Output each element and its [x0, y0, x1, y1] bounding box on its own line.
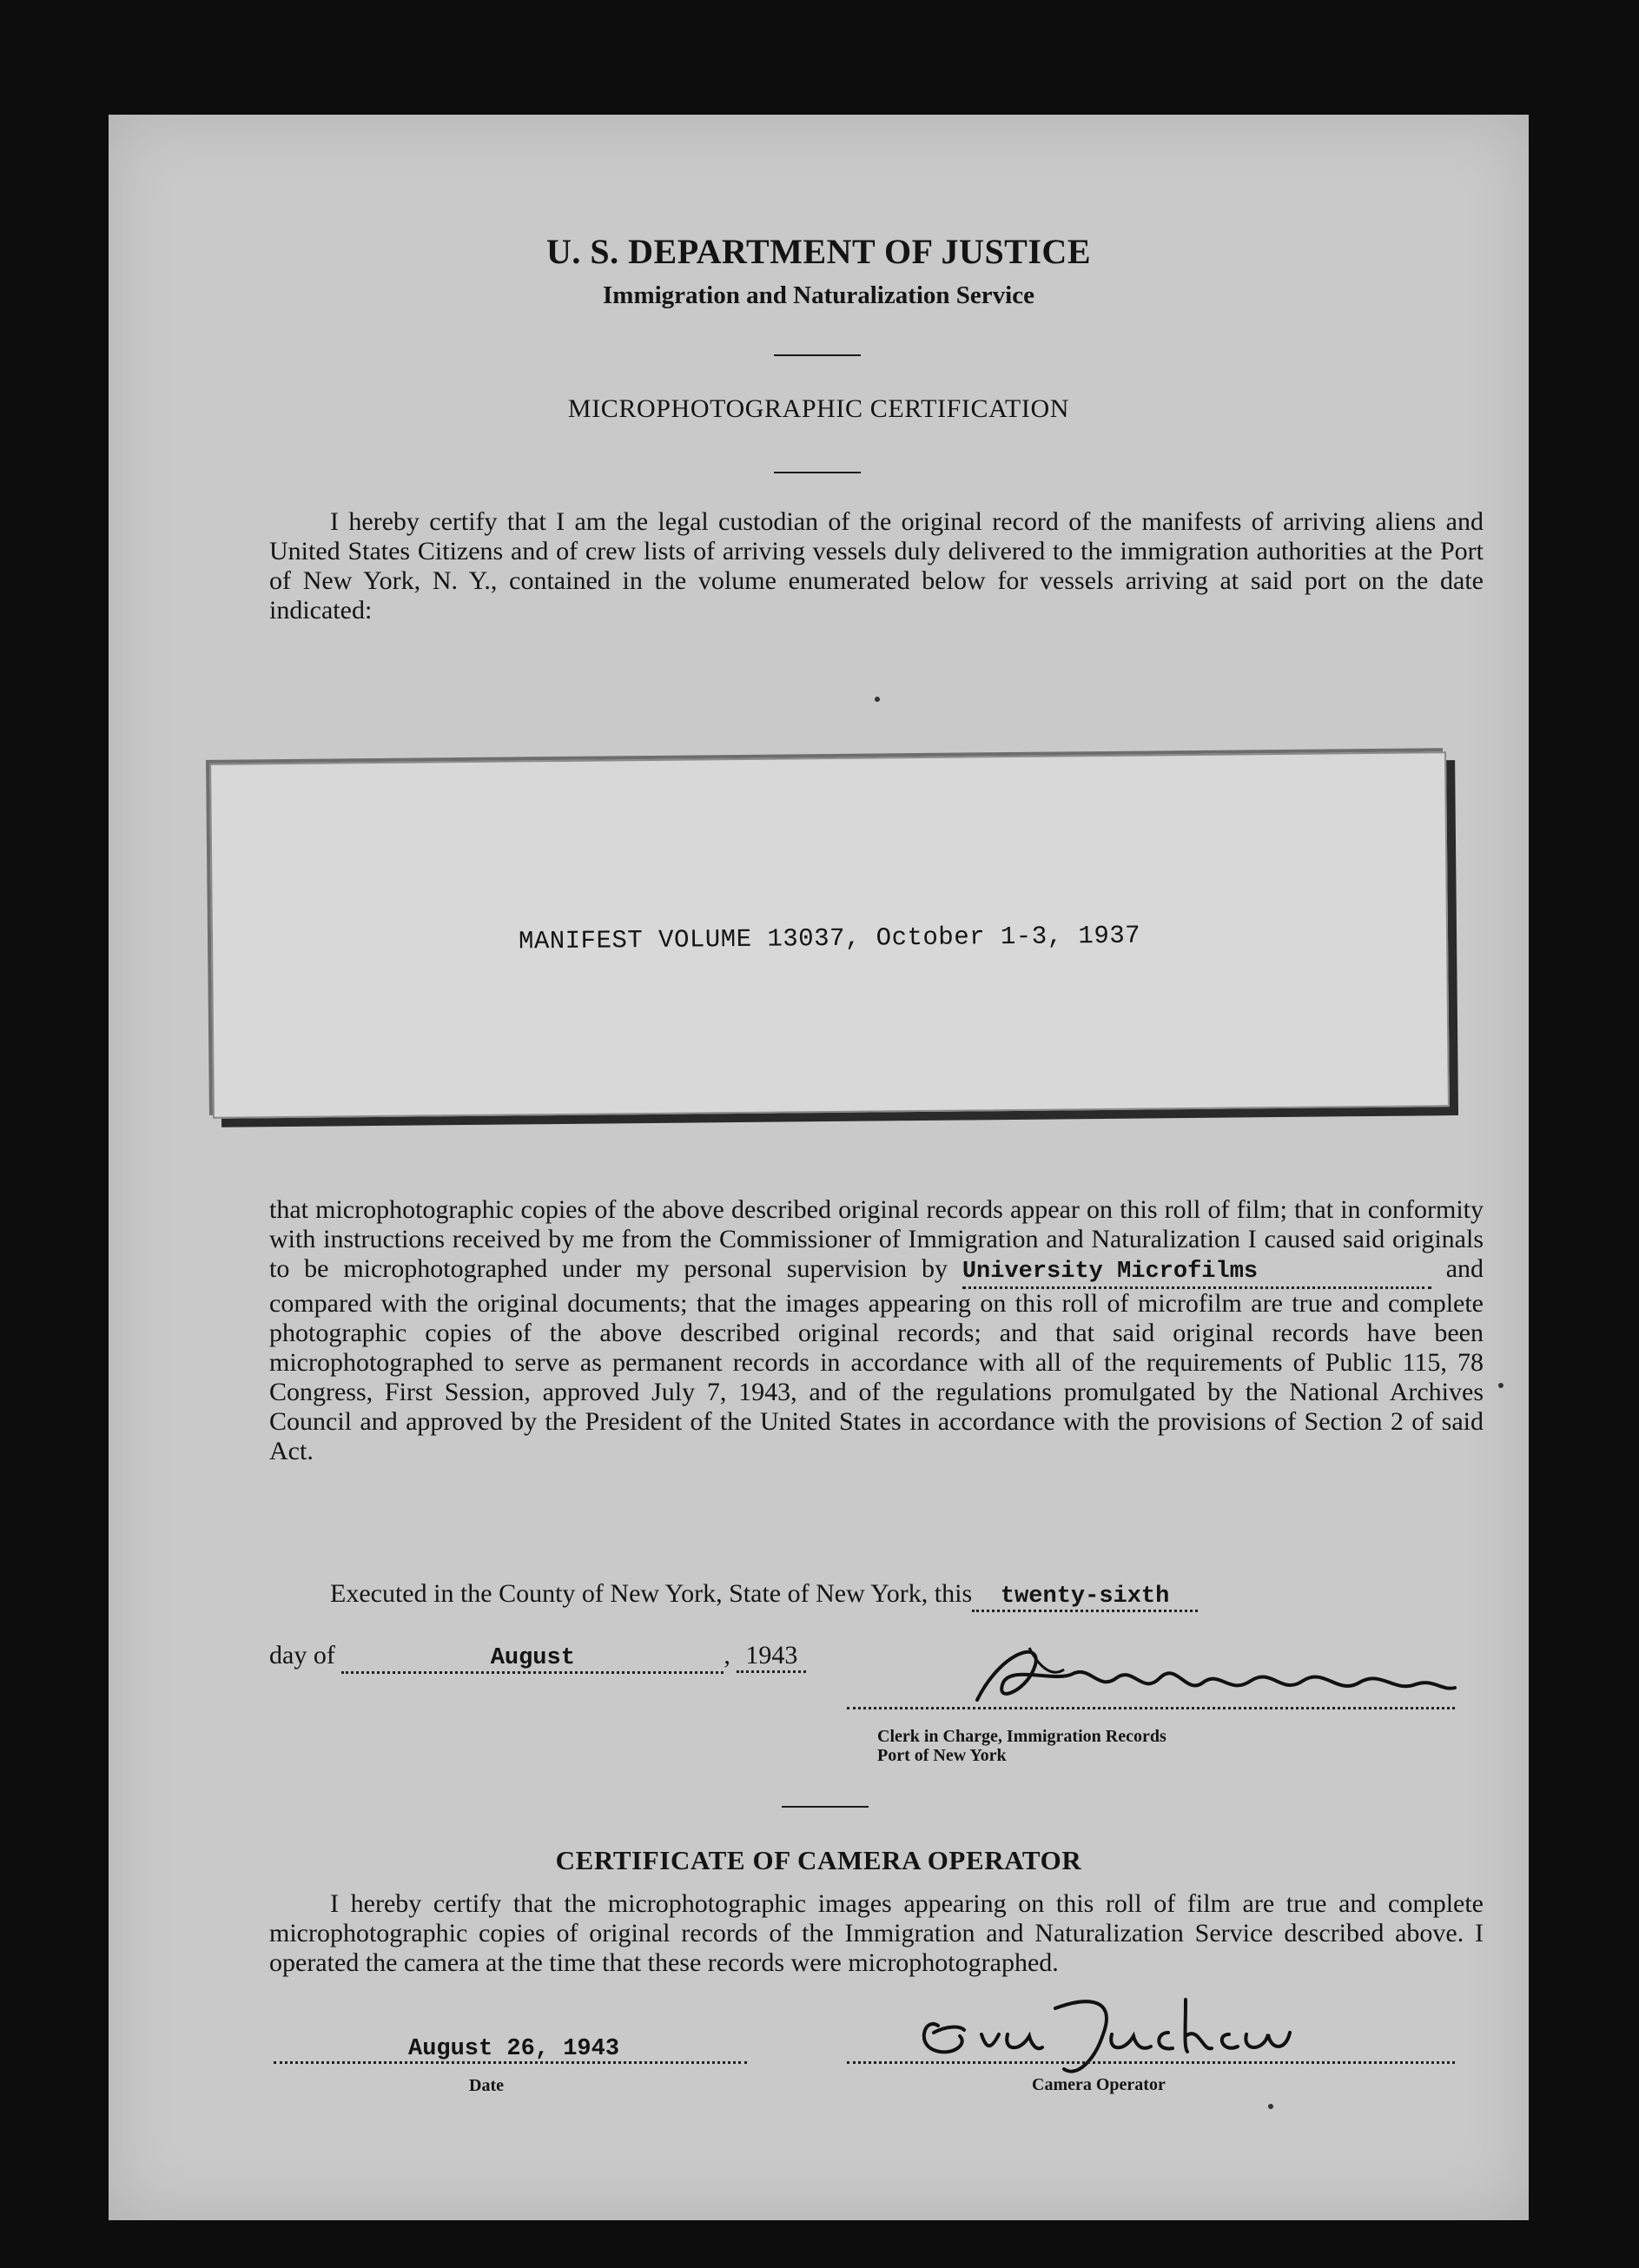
body-text-part1: that microphotographic copies of the above described original records appear on this roll of film; that in conformity with instructions received by me from the Commissioner of Immigration and Naturalization I caused said originals to be microphotographed under my personal supervision by [269, 1195, 1484, 1283]
manifest-label-slip [209, 751, 1450, 1119]
clerk-title-line1: Clerk in Charge, Immigration Records [877, 1727, 1166, 1746]
operator-signature-line [847, 2061, 1455, 2064]
execution-text: Executed in the County of New York, State of New York, this [330, 1579, 973, 1608]
date-label: Date [469, 2076, 504, 2095]
divider-rule [782, 1806, 869, 1808]
execution-line [330, 1579, 1198, 1612]
film-speck [1268, 2104, 1273, 2109]
day-of-label: day of [269, 1641, 335, 1670]
divider-rule [774, 354, 861, 356]
certificate-date-value: August 26, 1943 [408, 2036, 620, 2062]
certification-body [269, 1195, 1484, 1466]
clerk-signature [951, 1630, 1507, 1735]
filmed-by-field: University Microfilms [962, 1257, 1431, 1289]
intro-paragraph: I hereby certify that I am the legal custodian of the original record of the manifests of arriving aliens and United States Citizens and of crew lists of arriving vessels duly delivered to the immigration authorities at the Port of New York, N. Y., contained in the volume enumerated below for vessels arriving at said port on the date indicated: [269, 507, 1484, 625]
divider-rule [774, 472, 861, 473]
body-text-part2: and compared with the original documents; that the images appearing on this roll of microfilm are true and complete photographic copies of the above described original records; and that said original records have been microphotographed to serve as permanent records in accordance with all of the requirements of Public 115, 78 Congress, First Session, approved July 7, 1943, and of the regulations promulgated by the National Archives Council and approved by the President of the United States in accordance with the provisions of Section 2 of said Act. [269, 1254, 1484, 1465]
operator-signature [899, 1982, 1316, 2086]
execution-month-field: August [341, 1645, 724, 1674]
clerk-signature-line [847, 1707, 1455, 1709]
day-of-line: day of August , 1943 [269, 1641, 806, 1674]
camera-operator-title: CERTIFICATE OF CAMERA OPERATOR [555, 1845, 1082, 1875]
film-speck [875, 697, 880, 702]
camera-operator-label: Camera Operator [1032, 2075, 1166, 2094]
clerk-title [877, 1727, 1166, 1765]
department-heading: U. S. DEPARTMENT OF JUSTICE [546, 232, 1091, 271]
service-subheading: Immigration and Naturalization Service [603, 281, 1034, 309]
certification-title: MICROPHOTOGRAPHIC CERTIFICATION [567, 394, 1070, 423]
camera-operator-paragraph: I hereby certify that the microphotographic images appearing on this roll of film are true and complete microphotographic copies of original records of the Immigration and Naturalization Service described above. I operated the camera at the time that these records were microphotographed. [269, 1889, 1484, 1977]
clerk-title-line2: Port of New York [877, 1746, 1007, 1765]
film-speck [1498, 1383, 1504, 1388]
manifest-volume-label: MANIFEST VOLUME 13037, October 1-3, 1937 [518, 921, 1141, 956]
execution-day-field: twenty-sixth [972, 1584, 1198, 1612]
certificate-page [109, 115, 1529, 2220]
execution-year-field: 1943 [737, 1641, 806, 1673]
